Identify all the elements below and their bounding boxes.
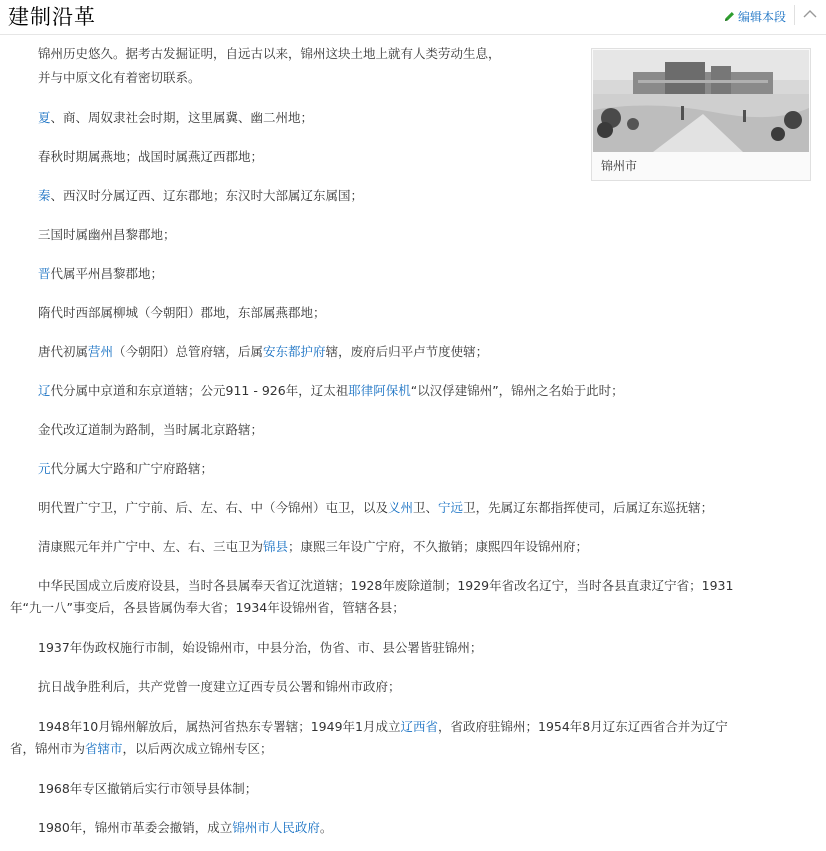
text-run: 隋代时西部属柳城（今朝阳）郡地，东部属燕郡地；	[38, 305, 326, 320]
paragraph-line	[10, 597, 405, 619]
wiki-link[interactable]: 锦县	[263, 539, 289, 554]
wiki-link[interactable]: 辽西省	[400, 719, 438, 734]
text-run: 年“九一八”事变后，各县皆属伪奉大省；1934年设锦州省，管辖各县；	[10, 600, 405, 615]
pencil-icon	[723, 10, 736, 23]
wiki-link[interactable]: 辽	[38, 383, 51, 398]
text-run: 、西汉时分属辽西、辽东郡地；东汉时大部属辽东属国；	[50, 188, 364, 203]
text-run: 1980年，锦州市革委会撤销，成立	[38, 820, 233, 835]
text-run: ；康熙三年设广宁府，不久撤销；康熙四年设锦州府；	[288, 539, 589, 554]
text-run: 卫，先属辽东都指挥使司，后属辽东巡抚辖；	[463, 500, 714, 515]
figure[interactable]	[591, 48, 811, 181]
paragraph-line	[10, 224, 176, 246]
paragraph-line	[10, 817, 332, 839]
section-header	[0, 0, 826, 35]
text-run: 唐代初属	[38, 344, 89, 359]
text-run: 明代置广宁卫，广宁前、后、左、右、中（今锦州）屯卫，以及	[38, 500, 389, 515]
text-run: 辖，废府后归平卢节度使辖；	[325, 344, 489, 359]
paragraph-line	[10, 497, 713, 519]
text-run: 金代改辽道制为路制，当时属北京路辖；	[38, 422, 264, 437]
figure-caption: 锦州市	[601, 159, 638, 173]
paragraph-line	[10, 738, 273, 760]
paragraph-line	[10, 458, 213, 480]
paragraph-line	[10, 43, 501, 65]
paragraph-line	[10, 302, 326, 324]
edit-section-label: 编辑本段	[737, 9, 786, 24]
wiki-link[interactable]: 安东都护府	[263, 344, 326, 359]
paragraph-line	[10, 185, 363, 207]
wiki-link[interactable]: 元	[38, 461, 51, 476]
text-run: 代分属大宁路和广宁府路辖；	[50, 461, 214, 476]
text-run: 代分属中京道和东京道辖；公元911 - 926年，辽太祖	[50, 383, 349, 398]
text-run: 春秋时期属燕地；战国时属燕辽西郡地；	[38, 149, 264, 164]
paragraph-line	[10, 263, 163, 285]
paragraph-line	[10, 107, 313, 129]
text-run: 卫、	[413, 500, 439, 515]
section-title: 建制沿革	[8, 5, 96, 29]
paragraph-line	[10, 637, 482, 659]
text-run: ，以后两次成立锦州专区；	[122, 741, 273, 756]
text-run: 。	[319, 820, 333, 835]
text-run: 三国时属幽州昌黎郡地；	[38, 227, 176, 242]
text-run: ，省政府驻锦州；1954年8月辽东辽西省合并为辽宁	[438, 719, 728, 734]
text-run: 锦州历史悠久。据考古发掘证明，自远古以来，锦州这块土地上就有人类劳动生息，	[38, 46, 501, 61]
text-run: 中华民国成立后废府设县，当时各县属奉天省辽沈道辖；1928年废除道制；1929年省改名辽宁，当时各县直隶辽宁省；1931	[38, 578, 734, 593]
text-run: “以汉俘建锦州”，锦州之名始于此时；	[410, 383, 624, 398]
paragraph-line	[10, 419, 263, 441]
wiki-link[interactable]: 锦州市人民政府	[232, 820, 320, 835]
wiki-link[interactable]: 营州	[88, 344, 114, 359]
text-run: （今朝阳）总管府辖，后属	[113, 344, 264, 359]
paragraph-line	[10, 575, 733, 597]
collapse-button[interactable]	[800, 4, 820, 24]
edit-section-button[interactable]	[723, 6, 786, 26]
wiki-link[interactable]: 秦	[38, 188, 51, 203]
header-divider	[794, 5, 795, 25]
paragraph-line	[10, 716, 728, 738]
paragraph-line	[10, 146, 263, 168]
wiki-link[interactable]: 省辖市	[85, 741, 123, 756]
text-run: 抗日战争胜利后，共产党曾一度建立辽西专员公署和锦州市政府；	[38, 679, 401, 694]
text-run: 1948年10月锦州解放后，属热河省热东专署辖；1949年1月成立	[38, 719, 401, 734]
wiki-link[interactable]: 夏	[38, 110, 51, 125]
text-run: 清康熙元年并广宁中、左、右、三屯卫为	[38, 539, 264, 554]
chevron-up-icon	[800, 4, 820, 24]
text-run: 、商、周奴隶社会时期，这里属冀、幽二州地；	[50, 110, 314, 125]
text-run: 并与中原文化有着密切联系。	[38, 70, 201, 85]
text-run: 省，锦州市为	[10, 741, 86, 756]
wiki-link[interactable]: 宁远	[438, 500, 464, 515]
text-run: 代属平州昌黎郡地；	[50, 266, 164, 281]
wiki-link[interactable]: 义州	[388, 500, 414, 515]
wiki-link[interactable]: 晋	[38, 266, 51, 281]
paragraph-line	[10, 341, 488, 363]
paragraph-line	[10, 778, 257, 800]
paragraph-line	[10, 536, 588, 558]
text-run: 1968年专区撤销后实行市领导县体制；	[38, 781, 258, 796]
paragraph-line	[10, 676, 401, 698]
text-run: 1937年伪政权施行市制，始设锦州市，中县分治，伪省、市、县公署皆驻锦州；	[38, 640, 483, 655]
wiki-link[interactable]: 耶律阿保机	[348, 383, 411, 398]
jinzhou-station-photo	[593, 50, 809, 152]
paragraph-line	[10, 380, 624, 402]
paragraph-line	[10, 67, 201, 89]
